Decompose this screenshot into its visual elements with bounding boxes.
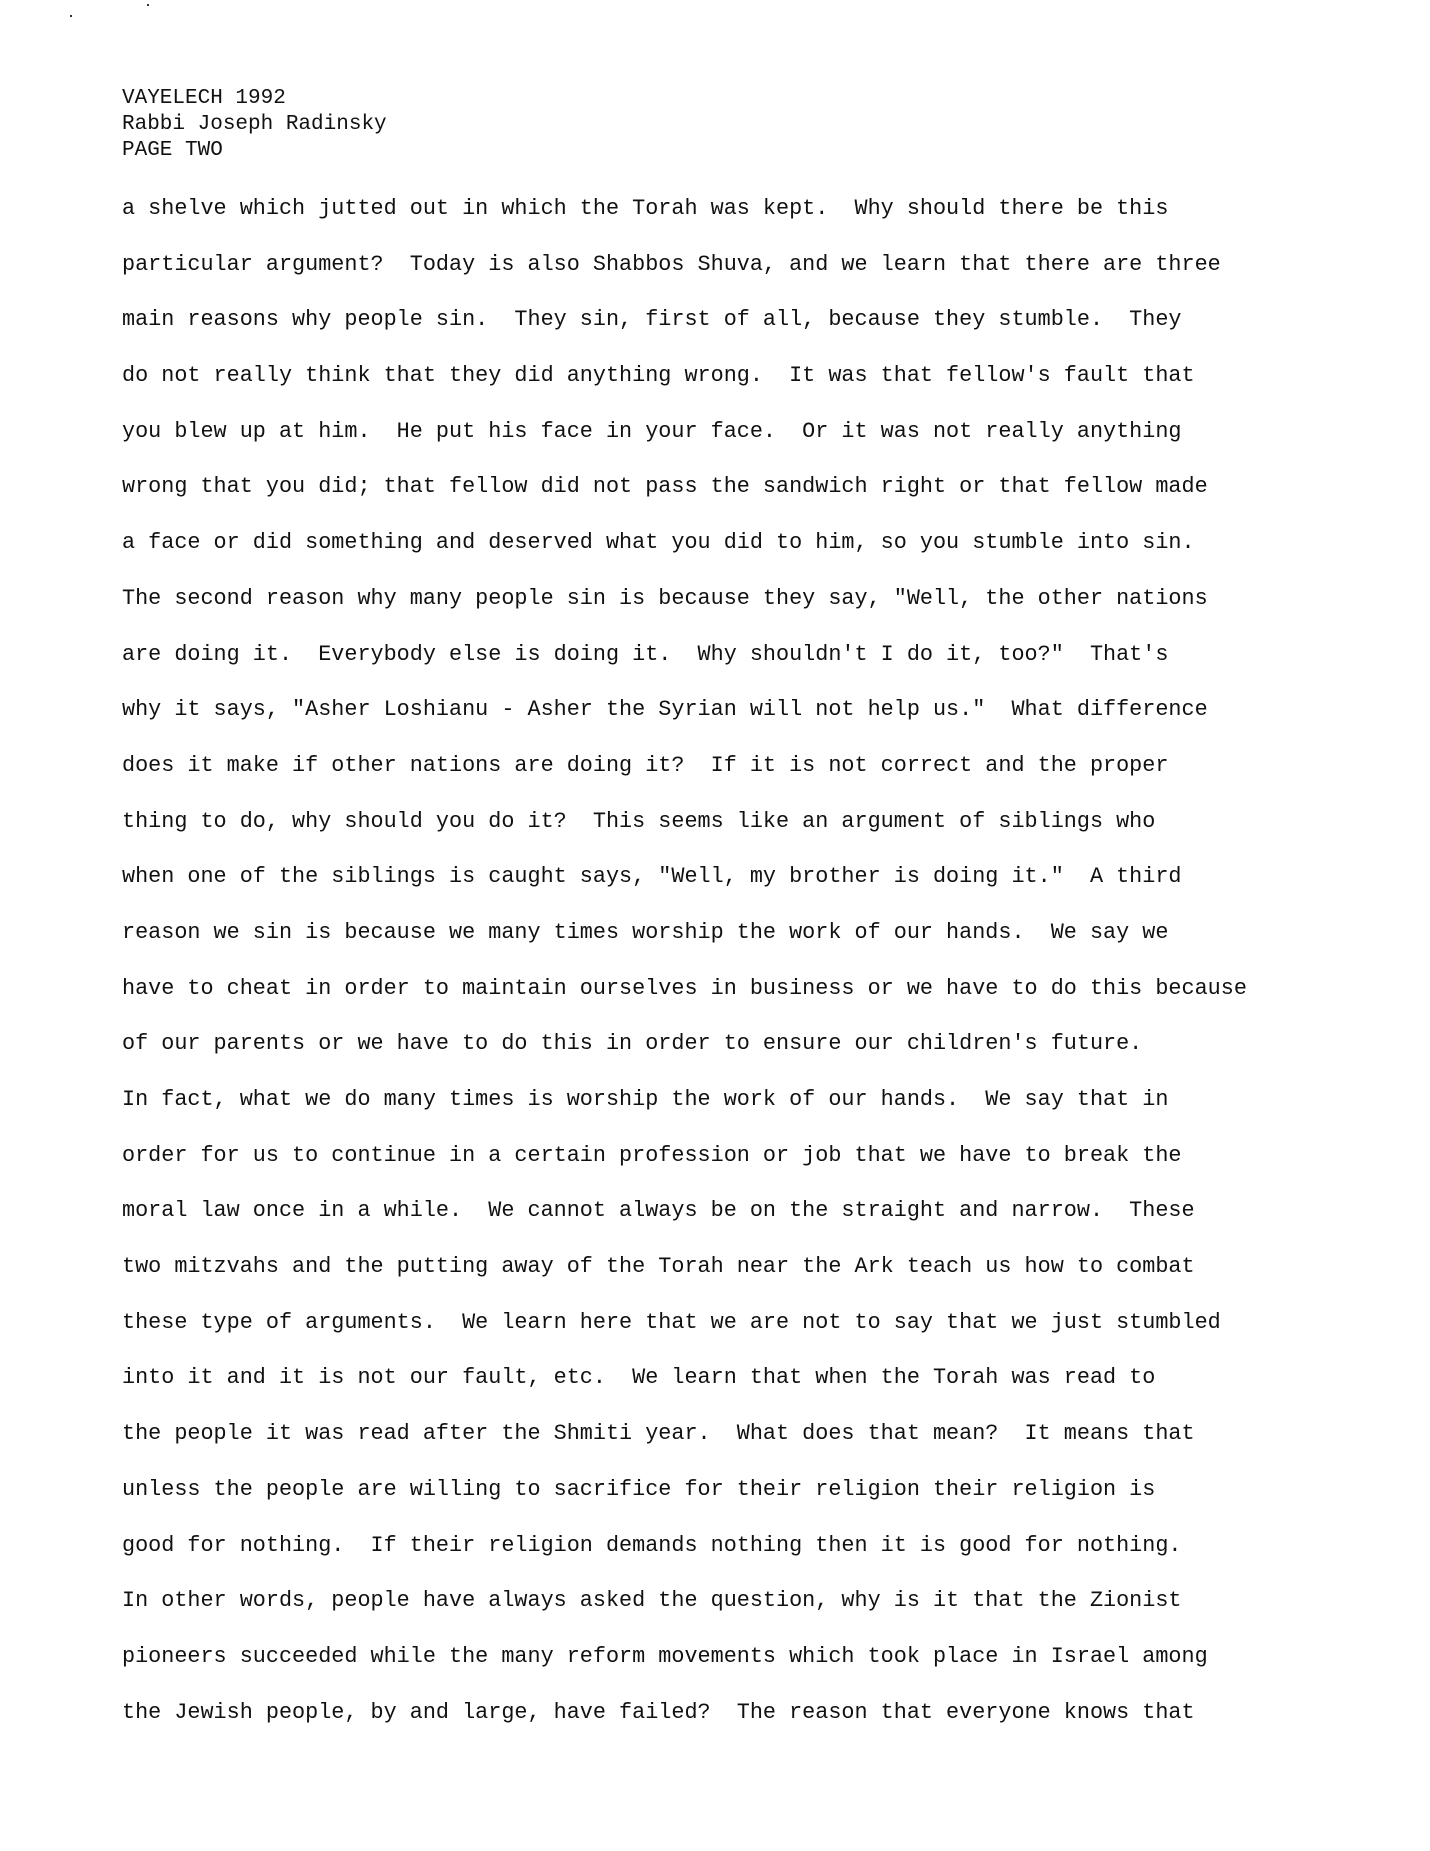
- text-line: a shelve which jutted out in which the Torah was kept. Why should there be this: [122, 196, 1169, 221]
- text-line: thing to do, why should you do it? This seems like an argument of siblings who: [122, 808, 1156, 834]
- page-label: PAGE TWO: [122, 139, 223, 162]
- text-line: reason we sin is because we many times worship the work of our hands. We say we: [122, 919, 1169, 945]
- document-author: Rabbi Joseph Radinsky: [122, 113, 387, 136]
- text-line: these type of arguments. We learn here that we are not to say that we just stumbled: [122, 1309, 1221, 1335]
- text-line: are doing it. Everybody else is doing it. Why shouldn't I do it, too?" That's: [122, 641, 1169, 667]
- scan-speck: [70, 15, 72, 17]
- text-line: In other words, people have always asked the question, why is it that the Zionist: [122, 1588, 1182, 1614]
- text-line: the Jewish people, by and large, have failed? The reason that everyone knows that: [122, 1699, 1195, 1725]
- text-line: you blew up at him. He put his face in your face. Or it was not really anything: [122, 418, 1182, 444]
- text-line: good for nothing. If their religion demands nothing then it is good for nothing.: [122, 1532, 1182, 1558]
- text-line: In fact, what we do many times is worship the work of our hands. We say that in: [122, 1087, 1169, 1112]
- text-line: why it says, "Asher Loshianu - Asher the Syrian will not help us." What difference: [122, 697, 1208, 723]
- text-line: have to cheat in order to maintain ourselves in business or we have to do this because: [122, 975, 1247, 1001]
- text-line: the people it was read after the Shmiti year. What does that mean? It means that: [122, 1421, 1195, 1447]
- text-line: does it make if other nations are doing it? If it is not correct and the proper: [122, 752, 1169, 778]
- text-line: main reasons why people sin. They sin, first of all, because they stumble. They: [122, 307, 1182, 333]
- text-line: order for us to continue in a certain profession or job that we have to break the: [122, 1142, 1182, 1168]
- text-line: wrong that you did; that fellow did not pass the sandwich right or that fellow made: [122, 474, 1208, 500]
- text-line: two mitzvahs and the putting away of the Torah near the Ark teach us how to combat: [122, 1254, 1195, 1280]
- text-line: when one of the siblings is caught says, "Well, my brother is doing it." A third: [122, 864, 1182, 890]
- text-line: of our parents or we have to do this in order to ensure our children's future.: [122, 1031, 1143, 1057]
- text-line: The second reason why many people sin is because they say, "Well, the other nations: [122, 585, 1208, 611]
- document-body: [122, 194, 1247, 1753]
- text-line: a face or did something and deserved what you did to him, so you stumble into sin.: [122, 530, 1195, 556]
- text-line: do not really think that they did anything wrong. It was that fellow's fault that: [122, 363, 1195, 389]
- text-line: moral law once in a while. We cannot always be on the straight and narrow. These: [122, 1198, 1195, 1224]
- text-line: pioneers succeeded while the many reform movements which took place in Israel among: [122, 1643, 1208, 1669]
- scan-speck: [147, 4, 149, 6]
- text-line: into it and it is not our fault, etc. We learn that when the Torah was read to: [122, 1365, 1156, 1391]
- text-line: particular argument? Today is also Shabbos Shuva, and we learn that there are three: [122, 251, 1221, 277]
- document-title: VAYELECH 1992: [122, 87, 286, 110]
- document-header: [122, 86, 387, 164]
- text-line: unless the people are willing to sacrifice for their religion their religion is: [122, 1476, 1156, 1502]
